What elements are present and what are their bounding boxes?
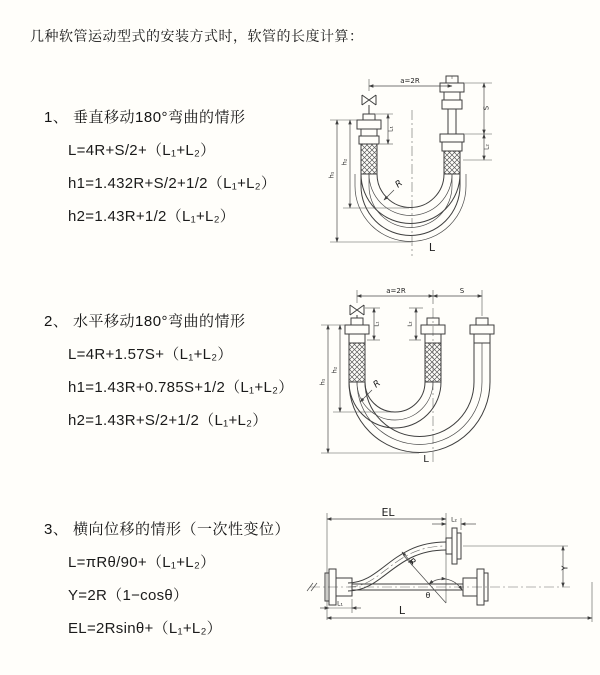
d2-dim-label-l1: L₁ bbox=[374, 321, 381, 327]
section-1-heading: 1、 垂直移动180°弯曲的情形 bbox=[44, 109, 246, 126]
d2-radius-label: R bbox=[371, 378, 383, 391]
d2-dim-label-h1: h₁ bbox=[318, 378, 327, 386]
section-2-formula-L: L=4R+1.57S+（L₁+L₂） bbox=[68, 346, 233, 363]
d1-dim-label-l1: L₁ bbox=[387, 126, 395, 132]
section-lateral-displacement bbox=[44, 518, 290, 638]
d1-left-braided-hose bbox=[361, 144, 377, 174]
d3-upper-flange bbox=[446, 528, 461, 564]
d2-valve-icon bbox=[350, 305, 364, 315]
d1-dim-label-l2: L₂ bbox=[483, 144, 491, 150]
d3-dim-label-y: Y bbox=[560, 565, 570, 571]
d1-length-label: L bbox=[428, 241, 436, 254]
d2-dim-label-h2: h₂ bbox=[330, 366, 339, 374]
d3-radius-label: R bbox=[406, 556, 418, 569]
d3-angle-label: θ bbox=[425, 591, 431, 600]
diagram-vertical-180-bend bbox=[312, 70, 598, 262]
d1-right-fitting bbox=[440, 76, 464, 151]
d1-radius-label: R bbox=[393, 178, 405, 191]
d1-dim-label-h2: h₂ bbox=[340, 158, 349, 166]
section-2-heading: 2、 水平移动180°弯曲的情形 bbox=[44, 313, 246, 330]
document-title: 几种软管运动型式的安装方式时，软管的长度计算： bbox=[30, 28, 364, 44]
d2-dim-label-s: S bbox=[459, 287, 465, 295]
d2-length-label: L bbox=[423, 454, 429, 465]
d1-right-braided-hose bbox=[444, 151, 460, 174]
d2-hose-curves bbox=[349, 343, 490, 453]
d2-left-braided-hose bbox=[349, 343, 365, 382]
section-3-formula-EL: EL=2Rsinθ+（L₁+L₂） bbox=[68, 620, 222, 637]
d1-valve-icon bbox=[362, 95, 376, 105]
section-2-formula-h2: h2=1.43R+S/2+1/2（L₁+L₂） bbox=[68, 412, 268, 429]
d1-left-fitting bbox=[357, 114, 381, 144]
d3-dim-label-l1: L₁ bbox=[337, 600, 343, 608]
diagram-lateral-displacement bbox=[300, 500, 600, 665]
section-vertical-movement bbox=[44, 106, 276, 226]
d2-right-fitting bbox=[470, 318, 494, 343]
d3-length-label: L bbox=[398, 604, 406, 617]
d1-dim-label-a2r: a=2R bbox=[400, 77, 420, 85]
section-horizontal-movement bbox=[44, 310, 294, 430]
d2-left-fitting bbox=[345, 318, 369, 343]
section-1-formula-L: L=4R+S/2+（L₁+L₂） bbox=[68, 142, 216, 159]
section-1-formula-h2: h2=1.43R+1/2（L₁+L₂） bbox=[68, 208, 236, 225]
diagram-horizontal-180-bend bbox=[312, 282, 600, 467]
d2-dim-label-a2r: a=2R bbox=[386, 287, 406, 295]
d3-dim-label-el: EL bbox=[381, 506, 395, 519]
d3-dim-label-l2: L₂ bbox=[451, 516, 457, 524]
d1-dim-label-h1: h₁ bbox=[327, 171, 336, 179]
section-3-formula-Y: Y=2R（1−cosθ） bbox=[68, 587, 189, 604]
section-3-heading: 3、 横向位移的情形（一次性变位） bbox=[44, 521, 291, 538]
d2-middle-braided-hose bbox=[425, 343, 441, 382]
d1-dim-label-s: S bbox=[482, 105, 491, 111]
section-2-formula-h1: h1=1.43R+0.785S+1/2（L₁+L₂） bbox=[68, 379, 294, 396]
d2-dim-label-l2: L₂ bbox=[407, 321, 414, 327]
section-3-formula-L: L=πRθ/90+（L₁+L₂） bbox=[68, 554, 216, 571]
section-1-formula-h1: h1=1.432R+S/2+1/2（L₁+L₂） bbox=[68, 175, 277, 192]
